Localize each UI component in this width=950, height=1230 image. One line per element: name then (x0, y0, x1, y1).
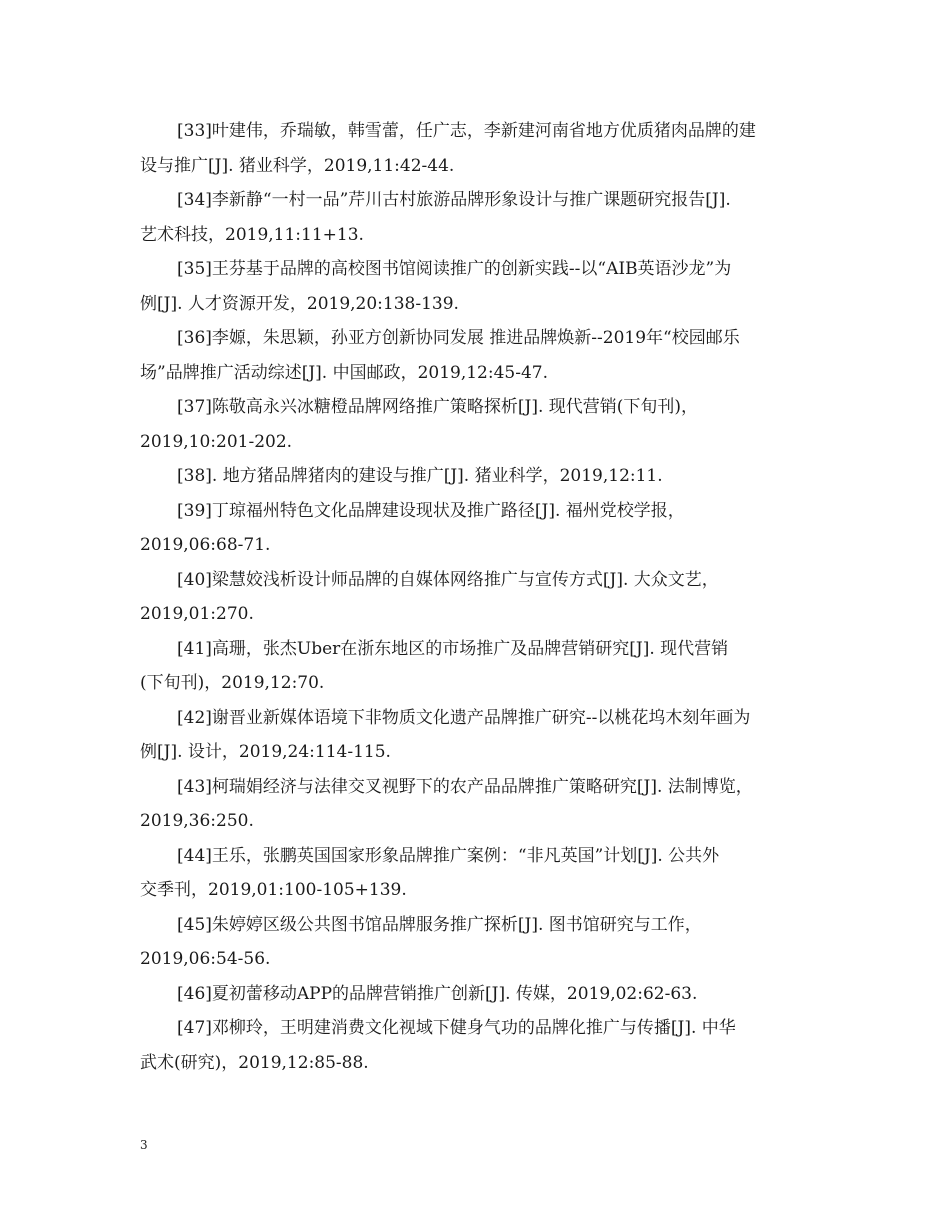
reference-line: (下旬刊)，2019,12:70. (140, 673, 325, 693)
reference-line: [47]邓柳玲，王明建消费文化视域下健身气功的品牌化推广与传播[J]. 中华 (177, 1018, 736, 1038)
reference-line: [36]李嫄，朱思颖，孙亚方创新协同发展 推进品牌焕新--2019年“校园邮乐 (177, 328, 740, 348)
reference-item (140, 977, 816, 1012)
reference-line: 武术(研究)，2019,12:85-88. (140, 1052, 369, 1073)
reference-line: [40]梁慧姣浅析设计师品牌的自媒体网络推广与宣传方式[J]. 大众文艺， (177, 569, 719, 590)
reference-item (140, 1011, 816, 1080)
reference-line: 艺术科技，2019,11:11+13. (140, 224, 364, 245)
reference-line: [46]夏初蕾移动APP的品牌营销推广创新[J]. 传媒，2019,02:62-63. (177, 983, 698, 1004)
reference-line: [45]朱婷婷区级公共图书馆品牌服务推广探析[J]. 图书馆研究与工作， (177, 914, 702, 935)
page-number: 3 (140, 1138, 148, 1152)
reference-item (140, 632, 816, 701)
reference-item (140, 563, 816, 632)
reference-line: 场”品牌推广活动综述[J]. 中国邮政，2019,12:45-47. (140, 362, 549, 383)
reference-line: 2019,36:250. (140, 811, 254, 831)
reference-line: 2019,06:68-71. (140, 535, 271, 555)
reference-line: 设与推广[J]. 猪业科学，2019,11:42-44. (140, 155, 455, 176)
reference-list (140, 114, 816, 1080)
reference-item (140, 252, 816, 321)
reference-line: 2019,10:201-202. (140, 431, 293, 452)
reference-item (140, 390, 816, 459)
reference-item (140, 908, 816, 977)
reference-item (140, 183, 816, 252)
reference-line: [33]叶建伟，乔瑞敏，韩雪蕾，任广志，李新建河南省地方优质猪肉品牌的建 (177, 121, 756, 141)
reference-item (140, 701, 816, 770)
reference-item (140, 494, 816, 563)
reference-item (140, 114, 816, 183)
reference-line: 2019,06:54-56. (140, 949, 271, 969)
reference-line: [34]李新静“一村一品”芹川古村旅游品牌形象设计与推广课题研究报告[J]. (177, 190, 731, 210)
reference-line: [35]王芬基于品牌的高校图书馆阅读推广的创新实践--以“AIB英语沙龙”为 (177, 259, 732, 279)
reference-line: [37]陈敬高永兴冰糖橙品牌网络推广策略探析[J]. 现代营销(下旬刊)， (177, 397, 699, 417)
reference-line: [39]丁琼福州特色文化品牌建设现状及推广路径[J]. 福州党校学报， (177, 500, 685, 521)
reference-line: [42]谢晋业新媒体语境下非物质文化遗产品牌推广研究--以桃花坞木刻年画为 (177, 707, 751, 728)
reference-line: 2019,01:270. (140, 604, 254, 624)
reference-line: 例[J]. 设计，2019,24:114-115. (140, 742, 391, 762)
reference-item (140, 321, 816, 390)
reference-line: [44]王乐，张鹏英国国家形象品牌推广案例：“非凡英国”计划[J]. 公共外 (177, 845, 720, 866)
reference-line: 例[J]. 人才资源开发，2019,20:138-139. (140, 293, 459, 314)
reference-line: [38]. 地方猪品牌猪肉的建设与推广[J]. 猪业科学，2019,12:11. (177, 466, 663, 486)
reference-line: 交季刊，2019,01:100-105+139. (140, 880, 407, 900)
reference-line: [43]柯瑞娟经济与法律交叉视野下的农产品品牌推广策略研究[J]. 法制博览， (177, 776, 753, 797)
reference-item (140, 459, 816, 494)
reference-item (140, 770, 816, 839)
reference-line: [41]高珊，张杰Uber在浙东地区的市场推广及品牌营销研究[J]. 现代营销 (177, 638, 729, 659)
reference-item (140, 839, 816, 908)
